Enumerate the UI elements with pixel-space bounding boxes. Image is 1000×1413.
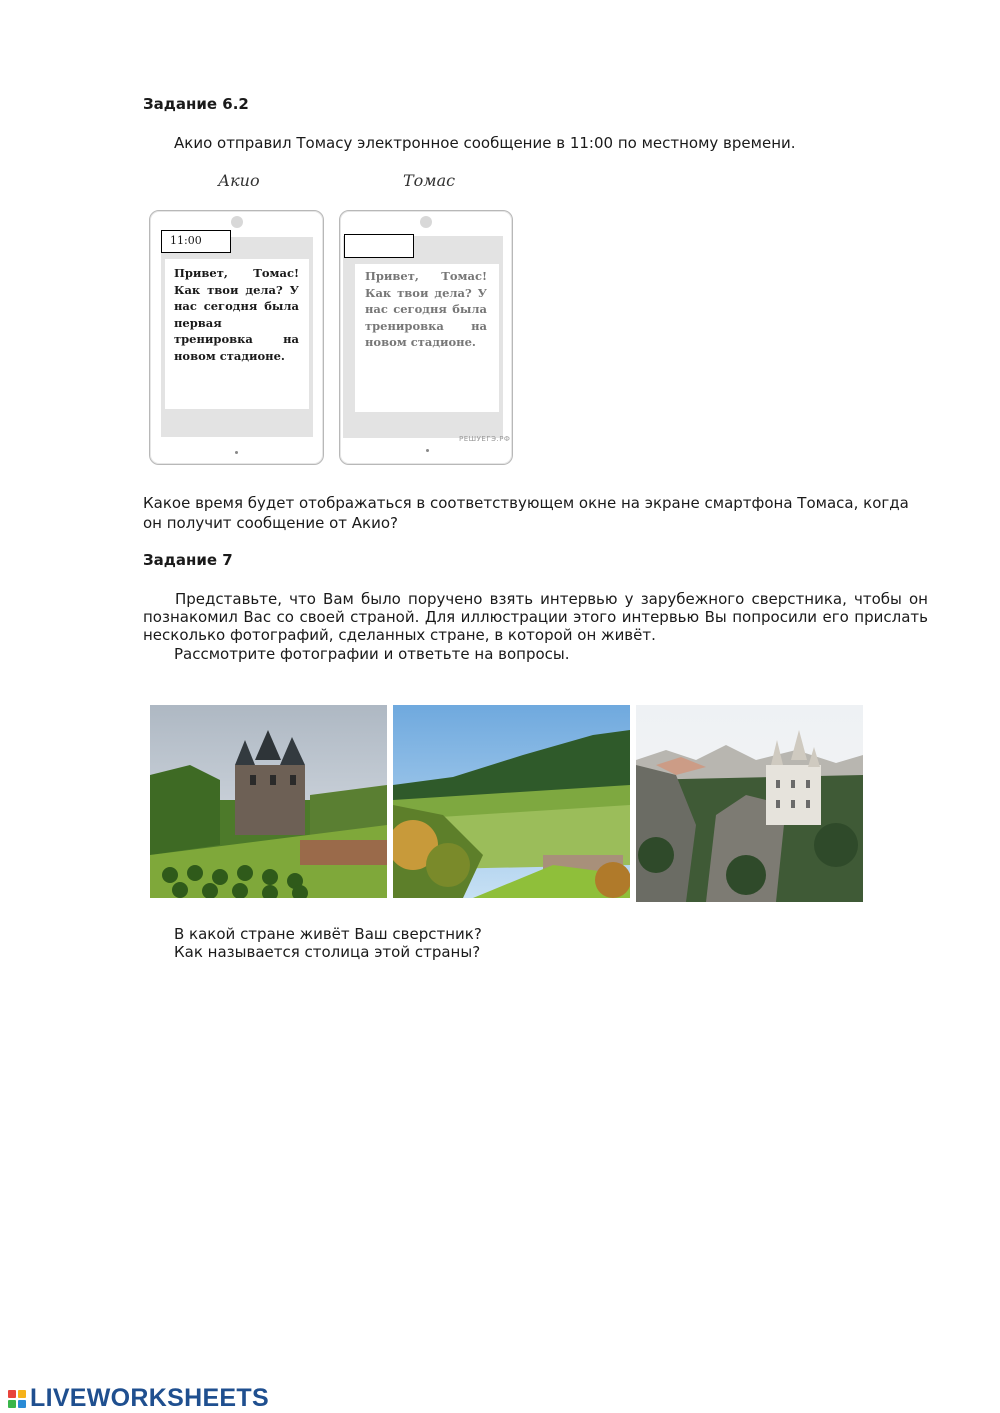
akio-phone (149, 210, 324, 465)
logo-text: LIVEWORKSHEETS (30, 1384, 269, 1412)
akio-label: Акио (218, 171, 260, 190)
castle-on-cliff-photo (636, 705, 863, 902)
liveworksheets-logo[interactable] (8, 1384, 269, 1413)
home-button-icon (235, 451, 238, 454)
akio-message-text: Привет, Томас! Как твои дела? У нас сегодня была первая тренировка на новом стадионе. (174, 266, 299, 363)
task-7-question-2: Как называется столица этой страны? (174, 943, 481, 961)
home-button-icon (426, 449, 429, 452)
thomas-label: Томас (403, 171, 456, 190)
thomas-phone (339, 210, 513, 465)
task-6-2-heading: Задание 6.2 (143, 95, 249, 113)
mountain-valley-photo (393, 705, 630, 898)
thomas-time-box[interactable] (344, 234, 414, 258)
akio-time-box: 11:00 (161, 230, 231, 253)
task-6-2-question: Какое время будет отображаться в соответствующем окне на экране смартфона Томаса, когда он получит сообщение от Акио? (143, 494, 909, 532)
castle-on-hill-photo (150, 705, 387, 898)
task-6-2-intro: Акио отправил Томасу электронное сообщение в 11:00 по местному времени. (174, 134, 796, 152)
task-7-instruction: Рассмотрите фотографии и ответьте на вопросы. (174, 645, 570, 663)
task-7-paragraph: Представьте, что Вам было поручено взять интервью у зарубежного сверстника, чтобы он познакомил Вас со своей страной. Для иллюстрации этого интервью Вы попросили его прислать несколько фотографий, сделанных стране, в которой он живёт. (143, 590, 928, 644)
camera-icon (231, 216, 243, 228)
watermark-text: РЕШУЕГЭ.РФ (459, 435, 511, 443)
logo-blocks-icon (8, 1390, 26, 1408)
camera-icon (420, 216, 432, 228)
task-7-question-1: В какой стране живёт Ваш сверстник? (174, 925, 482, 943)
thomas-message-text: Привет, Томас! Как твои дела? У нас сегодня была тренировка на новом стадионе. (365, 269, 487, 349)
task-7-heading: Задание 7 (143, 551, 233, 569)
